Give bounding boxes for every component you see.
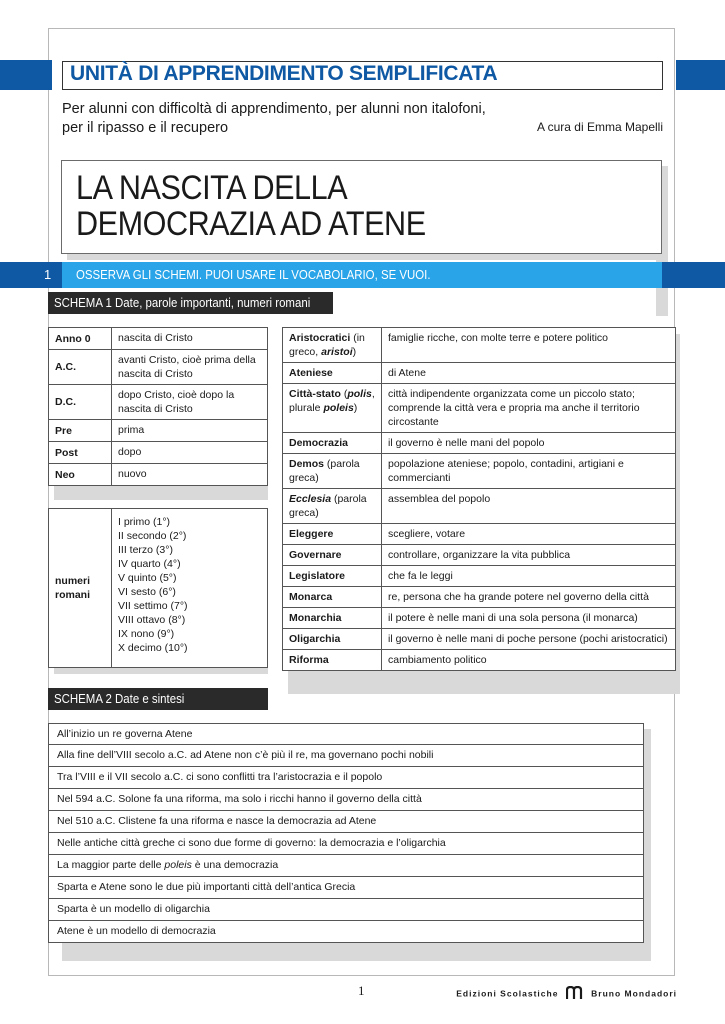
word-term (283, 608, 382, 629)
word-term (283, 545, 382, 566)
word-row (283, 433, 676, 454)
word-definition: il governo è nelle mani del popolo (382, 433, 676, 454)
word-note: ) (352, 346, 357, 358)
word-term (283, 629, 382, 650)
word-row (283, 587, 676, 608)
word-row (283, 328, 676, 363)
summary-row: All’inizio un re governa Atene (48, 723, 644, 745)
page-number: 1 (358, 983, 365, 998)
word-row (283, 454, 676, 489)
word-term-text: Riforma (289, 654, 329, 666)
word-term (283, 328, 382, 363)
roman-item: IV quarto (4°) (118, 558, 181, 570)
schema2-label-text: SCHEMA 2 Date e sintesi (54, 691, 185, 706)
date-row (49, 420, 268, 442)
word-note: (parola greca) (289, 493, 367, 519)
word-term (283, 433, 382, 454)
word-term (283, 566, 382, 587)
word-note: (in greco, (289, 332, 365, 358)
word-italic: polis (347, 388, 372, 400)
mondadori-logo-icon (566, 986, 584, 1002)
date-row (49, 385, 268, 420)
date-term: Post (49, 442, 112, 464)
word-term-text: Città-stato (289, 388, 341, 400)
roman-row (49, 509, 268, 668)
word-term (283, 489, 382, 524)
unit-title: UNITÀ DI APPRENDIMENTO SEMPLIFICATA (70, 62, 498, 85)
word-term-text: Aristocratici (289, 332, 351, 344)
word-row (283, 566, 676, 587)
word-term-text: Monarca (289, 591, 333, 603)
schema1-label (48, 292, 333, 314)
schema1-label-text: SCHEMA 1 Date, parole importanti, numeri romani (54, 295, 311, 310)
word-note-italic (347, 388, 372, 400)
summary-row: Alla fine dell’VIII secolo a.C. ad Atene non c’è più il re, ma governano pochi nobili (48, 745, 644, 767)
word-term-text (289, 493, 331, 505)
summary-text: La maggior parte delle (57, 859, 165, 871)
word-note-italic (321, 346, 353, 358)
word-definition: città indipendente organizzata come un piccolo stato; comprende la città vera e propria ma anche il territorio circostante (382, 384, 676, 433)
subtitle (62, 100, 486, 138)
summary-row (48, 855, 644, 877)
publisher (456, 986, 677, 1002)
word-row (283, 524, 676, 545)
word-term (283, 587, 382, 608)
word-row (283, 363, 676, 384)
word-note-italic (323, 402, 353, 414)
roman-item: X decimo (10°) (118, 642, 188, 654)
word-term (283, 650, 382, 671)
page-title-line-1: LA NASCITA DELLA (76, 169, 348, 207)
word-term-text: Democrazia (289, 437, 348, 449)
date-definition: dopo Cristo, cioè dopo la nascita di Cristo (112, 385, 268, 420)
summary-row: Nel 594 a.C. Solone fa una riforma, ma solo i ricchi hanno il governo della città (48, 789, 644, 811)
roman-list (112, 509, 268, 668)
word-term-text: Governare (289, 549, 342, 561)
publisher-right: Bruno Mondadori (591, 988, 677, 999)
word-italic: aristoi (321, 346, 353, 358)
word-term (283, 384, 382, 433)
word-definition: re, persona che ha grande potere nel governo della città (382, 587, 676, 608)
date-term: Anno 0 (49, 328, 112, 350)
summary-text: è una democrazia (191, 859, 279, 871)
roman-item: VI sesto (6°) (118, 586, 176, 598)
date-term: Pre (49, 420, 112, 442)
date-definition: avanti Cristo, cioè prima della nascita di Cristo (112, 350, 268, 385)
date-term: D.C. (49, 385, 112, 420)
word-definition: famiglie ricche, con molte terre e potere politico (382, 328, 676, 363)
roman-item: II secondo (2°) (118, 530, 187, 542)
word-term-text: Eleggere (289, 528, 334, 540)
subtitle-line-1: Per alunni con difficoltà di apprendimento, per alunni non italofoni, (62, 101, 486, 117)
word-row (283, 545, 676, 566)
header-accent-right (676, 60, 725, 90)
word-term-text: Demos (289, 458, 325, 470)
summary-italic: poleis (164, 859, 192, 871)
roman-item: III terzo (3°) (118, 544, 173, 556)
schema2-label (48, 688, 268, 710)
words-table (282, 327, 676, 671)
word-definition: di Atene (382, 363, 676, 384)
word-definition: popolazione ateniese; popolo, contadini, artigiani e commercianti (382, 454, 676, 489)
summary-row: Atene è un modello di democrazia (48, 921, 644, 943)
date-definition: nuovo (112, 464, 268, 486)
date-definition: nascita di Cristo (112, 328, 268, 350)
word-term-text: Ateniese (289, 367, 333, 379)
word-note: , plurale (289, 388, 375, 414)
date-row (49, 350, 268, 385)
word-definition: cambiamento politico (382, 650, 676, 671)
word-term (283, 524, 382, 545)
word-italic: poleis (323, 402, 354, 414)
page-title (76, 170, 426, 242)
word-definition: controllare, organizzare la vita pubblica (382, 545, 676, 566)
word-note: (parola greca) (289, 458, 360, 484)
word-definition: scegliere, votare (382, 524, 676, 545)
word-row (283, 608, 676, 629)
summary-row: Nel 510 a.C. Clistene fa una riforma e nasce la democrazia ad Atene (48, 811, 644, 833)
word-note: ) (353, 402, 358, 414)
word-term-text: Legislatore (289, 570, 346, 582)
dates-table (48, 327, 268, 486)
exercise-accent-left (0, 262, 62, 288)
date-row (49, 464, 268, 486)
roman-item: IX nono (9°) (118, 628, 175, 640)
header-accent-left (0, 60, 52, 90)
roman-item: VIII ottavo (8°) (118, 614, 186, 626)
word-row (283, 384, 676, 433)
date-definition: prima (112, 420, 268, 442)
summary-row: Tra l’VIII e il VII secolo a.C. ci sono conflitti tra l’aristocrazia e il popolo (48, 767, 644, 789)
roman-table (48, 508, 268, 668)
exercise-accent-right (662, 262, 725, 288)
date-term: Neo (49, 464, 112, 486)
schema2-table (48, 723, 644, 943)
roman-item: VII settimo (7°) (118, 600, 188, 612)
summary-row: Nelle antiche città greche ci sono due forme di governo: la democrazia e l’oligarchia (48, 833, 644, 855)
date-definition: dopo (112, 442, 268, 464)
summary-row: Sparta e Atene sono le due più importanti città dell’antica Grecia (48, 877, 644, 899)
word-term (283, 454, 382, 489)
roman-item: I primo (1°) (118, 516, 171, 528)
word-term (283, 363, 382, 384)
date-row (49, 442, 268, 464)
word-row (283, 629, 676, 650)
word-definition: il governo è nelle mani di poche persone (pochi aristocratici) (382, 629, 676, 650)
word-definition: assemblea del popolo (382, 489, 676, 524)
word-definition: che fa le leggi (382, 566, 676, 587)
roman-item: V quinto (5°) (118, 572, 177, 584)
exercise-instruction: OSSERVA GLI SCHEMI. PUOI USARE IL VOCABOLARIO, SE VUOI. (76, 267, 431, 282)
date-row (49, 328, 268, 350)
word-definition: il potere è nelle mani di una sola persona (il monarca) (382, 608, 676, 629)
author: A cura di Emma Mapelli (536, 120, 663, 134)
summary-row: Sparta è un modello di oligarchia (48, 899, 644, 921)
date-term: A.C. (49, 350, 112, 385)
word-note: ( (340, 388, 348, 400)
word-row (283, 489, 676, 524)
word-row (283, 650, 676, 671)
roman-label: numeri romani (49, 509, 112, 668)
word-term-italic: Ecclesia (289, 493, 332, 505)
word-term-text: Oligarchia (289, 633, 341, 645)
subtitle-line-2: per il ripasso e il recupero (62, 120, 229, 136)
publisher-left: Edizioni Scolastiche (456, 988, 559, 999)
page-title-line-2: DEMOCRAZIA AD ATENE (76, 205, 426, 243)
exercise-number: 1 (44, 267, 52, 282)
word-term-text: Monarchia (289, 612, 342, 624)
